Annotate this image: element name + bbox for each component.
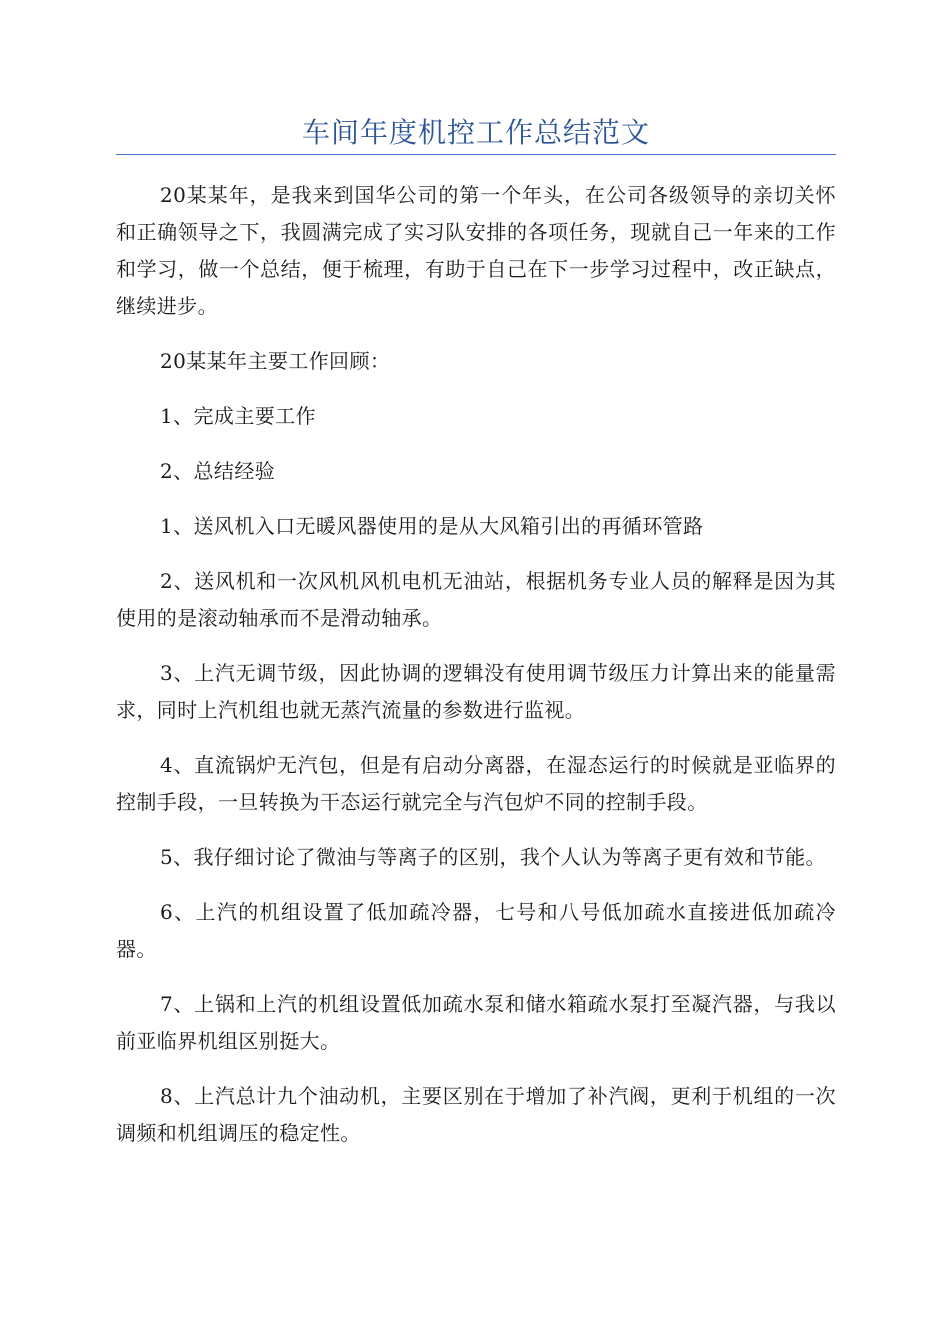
paragraph-item-1: 1、送风机入口无暖风器使用的是从大风箱引出的再循环管路 — [160, 514, 704, 538]
paragraph-item-6: 6、上汽的机组设置了低加疏冷器，七号和八号低加疏水直接进低加疏冷器。 — [116, 900, 836, 961]
paragraph-review-heading: 20某某年主要工作回顾： — [160, 349, 391, 373]
paragraph-section-1: 1、完成主要工作 — [160, 404, 316, 428]
paragraph-item-7: 7、上锅和上汽的机组设置低加疏水泵和储水箱疏水泵打至凝汽器，与我以前亚临界机组区别挺大。 — [116, 992, 836, 1053]
title-underline — [116, 154, 836, 155]
document-body — [116, 177, 836, 1152]
paragraph-item-5: 5、我仔细讨论了微油与等离子的区别，我个人认为等离子更有效和节能。 — [160, 845, 826, 869]
paragraph-item-4: 4、直流锅炉无汽包，但是有启动分离器，在湿态运行的时候就是亚临界的控制手段，一旦转换为干态运行就完全与汽包炉不同的控制手段。 — [116, 753, 836, 814]
document-page — [116, 112, 836, 1170]
paragraph-item-3: 3、上汽无调节级，因此协调的逻辑没有使用调节级压力计算出来的能量需求，同时上汽机组也就无蒸汽流量的参数进行监视。 — [116, 661, 836, 722]
paragraph-section-2: 2、总结经验 — [160, 459, 276, 483]
document-title: 车间年度机控工作总结范文 — [301, 116, 650, 149]
paragraph-item-8: 8、上汽总计九个油动机，主要区别在于增加了补汽阀，更利于机组的一次调频和机组调压的稳定性。 — [116, 1084, 836, 1145]
paragraph-item-2: 2、送风机和一次风机风机电机无油站，根据机务专业人员的解释是因为其使用的是滚动轴承而不是滑动轴承。 — [116, 569, 836, 630]
paragraph-intro: 20某某年，是我来到国华公司的第一个年头，在公司各级领导的亲切关怀和正确领导之下，我圆满完成了实习队安排的各项任务，现就自己一年来的工作和学习，做一个总结，便于梳理，有助于自己在下一步学习过程中，改正缺点，继续进步。 — [116, 183, 836, 318]
